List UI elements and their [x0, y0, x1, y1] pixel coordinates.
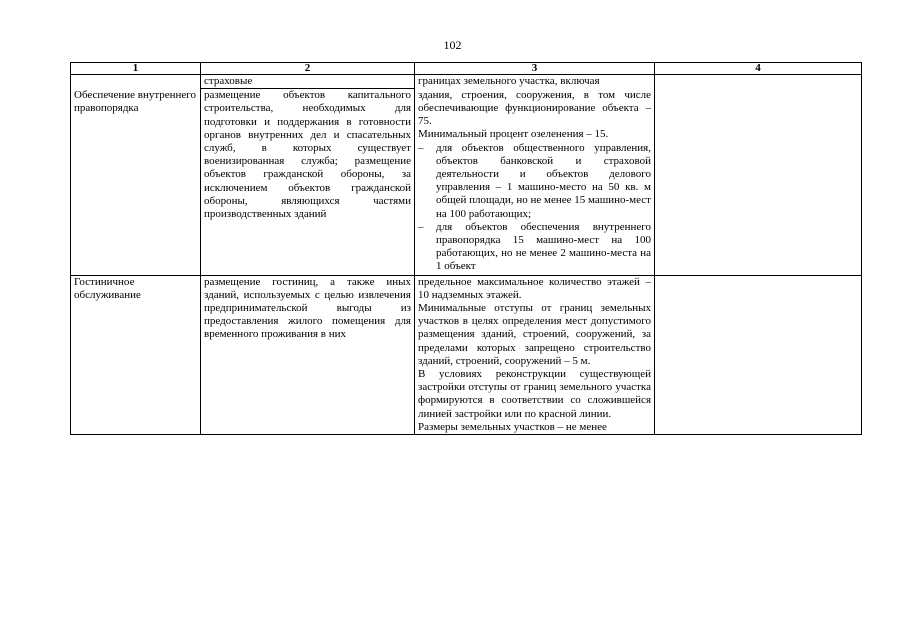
column-header-3: 3 — [415, 63, 655, 75]
row1-col4-cell — [655, 89, 862, 275]
row2-name: Гостиничное обслуживание — [74, 275, 141, 301]
row1-params-item-2: для объектов обеспечения внутреннего правопорядка 15 машино-мест на 100 работающих, но не менее 2 машино-места на 1 объект — [436, 220, 651, 273]
row1-description: размещение объектов капитального строительства, необходимых для подготовки и поддержания в готовности органов внутренних дел и спасательных служб, в которых существует военизированная служба; размещение объектов гражданской обороны, за исключением объектов гражданской обороны, являющихся частями производственных зданий — [204, 89, 411, 221]
header-row — [71, 63, 862, 75]
land-use-table — [70, 62, 862, 435]
row2-params-p1: предельное максимальное количество этажей – 10 надземных этажей. — [418, 275, 651, 301]
column-header-1: 1 — [71, 63, 201, 75]
row2-col4-cell — [655, 275, 862, 434]
continuation-cell-1 — [71, 75, 201, 89]
list-item — [418, 221, 651, 274]
table-row — [71, 89, 862, 275]
column-header-4: 4 — [655, 63, 862, 75]
row1-name-cell — [71, 89, 201, 275]
row2-params-p3: В условиях реконструкции существующей застройки отступы от границ земельного участка формируются в соответствии со сложившейся линией застройки или по красной линии. — [418, 367, 651, 420]
row2-name-cell — [71, 275, 201, 434]
row2-params-cell — [415, 275, 655, 434]
list-item — [418, 142, 651, 221]
row1-params-intro: здания, строения, сооружения, в том числе обеспечивающие функционирование объекта – 75. — [418, 88, 651, 128]
continuation-text-col3: границах земельного участка, включая — [418, 75, 600, 87]
row1-description-cell — [201, 89, 415, 275]
dash-bullet-icon: – — [418, 141, 424, 154]
row1-params-cell — [415, 89, 655, 275]
continuation-cell-3 — [415, 75, 655, 89]
row1-params-item-1: для объектов общественного управления, объектов банковской и страховой деятельности и объектов делового управления – 1 машино-место на 50 кв. м общей площади, но не менее 15 машино-мест на 100 работающих; — [436, 141, 651, 220]
row2-description: размещение гостиниц, а также иных зданий, используемых с целью извлечения предпринимательской выгоды из предоставления жилого помещения для временного проживания в них — [204, 275, 411, 341]
row2-params-p4: Размеры земельных участков – не менее — [418, 420, 607, 433]
table-row — [71, 275, 862, 434]
page-number: 102 — [443, 38, 462, 52]
continuation-cell-2 — [201, 75, 415, 89]
table-row — [71, 75, 862, 89]
row2-params-p2: Минимальные отступы от границ земельных участков в целях определения мест допустимого размещения зданий, строений, сооружений, за пределами которых запрещено строительство зданий, строений, сооружений – 5 м. — [418, 301, 651, 367]
row1-params-green: Минимальный процент озеленения – 15. — [418, 128, 609, 141]
row2-description-cell — [201, 275, 415, 434]
continuation-text-col2: страховые — [204, 75, 253, 87]
continuation-cell-4 — [655, 75, 862, 89]
column-header-2: 2 — [201, 63, 415, 75]
row1-name: Обеспечение внутреннего правопорядка — [74, 88, 197, 114]
dash-bullet-icon: – — [418, 220, 424, 233]
